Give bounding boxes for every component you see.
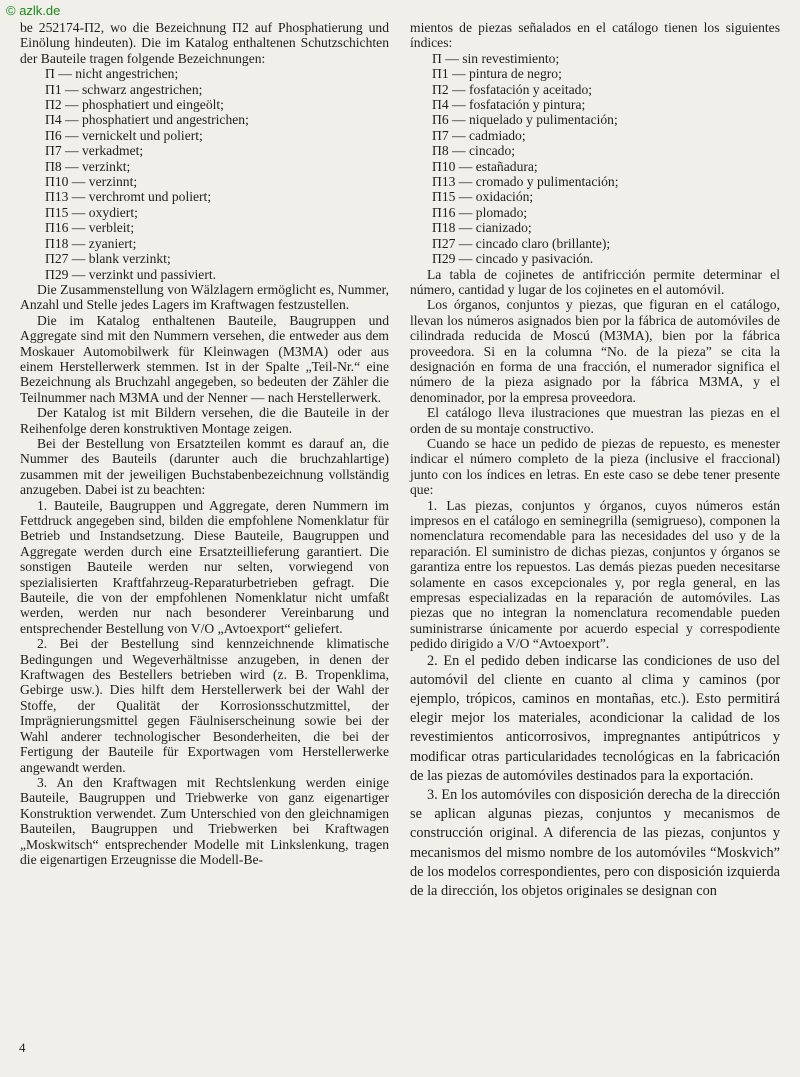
paragraph-bearings: La tabla de cojinetes de antifricción permite determinar el número, cantidad y lugar de los cojinetes en el automóvil. [410,266,780,297]
paragraph-item-1: 1. Las piezas, conjuntos y órganos, cuyos números están impresos en el catálogo en seminegrilla (semigrueso), componen la nomenclatura recomendable para las necesidades del uso y de la reparación. El suministro de dichas piezas, conjuntos y órganos se garantiza entre los repuestos. Las demás piezas pueden necesitarse solamente en casos excepcionales y, por regla general, en las empresas especializadas en la reparación de automóviles. Las piezas que no integran la nomenclatura recomendable pueden suministrarse únicamente por acuerdo especial y correspodiente pedido dirigido a V/O “Avtoexport”. [410,497,780,652]
legend-item: П10 — estañadura; [432,158,538,174]
legend-item: П — sin revestimiento; [432,50,560,66]
paragraph-order: Cuando se hace un pedido de piezas de repuesto, es menester indicar el número completo de la pieza (inclusive el fraccional) junto con los índices en letras. En este caso se debe tener presente que: [410,435,780,498]
watermark: © azlk.de [6,3,61,18]
spanish-column [410,20,780,901]
legend-item: П18 — zyaniert; [45,235,137,251]
legend-item: П7 — verkadmet; [45,143,144,159]
paragraph-item-2: 2. En el pedido deben indicarse las condiciones de uso del automóvil del cliente en cuanto al clima y caminos (por ejemplo, trópicos, caminos en montañas, etc.). Esto permitirá elegir mejor los materiales, acondicionar la calidad de los revestimientos anticorrosivos, impregnantes antipútricos y modificar otras particularidades tecnológicas en la fabricación de las piezas de automóviles destinados para la exportación. [410,652,780,784]
coating-legend [20,66,389,282]
legend-item: П2 — fosfatación y aceitado; [432,81,593,97]
legend-item: П4 — fosfatación y pintura; [432,97,586,113]
legend-item: П1 — pintura de negro; [432,66,562,82]
paragraph-numbers: Die im Katalog enthaltenen Bauteile, Baugruppen und Aggregate sind mit den Nummern versehen, die entweder aus dem Moskauer Automobilwerk für Kleinwagen (МЗМА) oder aus einem Herstellerwerk stemmen. Ist in der Spalte „Teil-Nr.“ eine Bezeichnung als Bruchzahl angegeben, so bedeuten der Zähler die Teilnummer nach МЗМА und der Nenner — nach Herstellerwerk. [20,312,389,405]
paragraph-item-2: 2. Bei der Bestellung sind kennzeichnende klimatische Bedingungen und Wegeverhältnisse anzugeben, in denen der Kraftwagen des Bestellers betrieben wird (z. B. Tropenklima, Gebirge usw.). Dies hilft dem Herstellerwerk bei der Wahl der Stoffe, der Qualität der Korrosionsschutzmittel, der Imprägnierungsmittel gegen Fäulniserscheinung sowie bei der Wahl anderer technologischer Besonderheiten, die bei der Fertigung der Bauteile für Exportwagen vom Herstellerwerke angewandt werden. [20,636,389,775]
legend-item: П13 — verchromt und poliert; [45,189,212,205]
legend-item: П — nicht angestrichen; [45,66,179,82]
legend-item: П27 — cincado claro (brillante); [432,235,611,251]
paragraph-item-3: 3. En los automóviles con disposición derecha de la dirección se aplican algunas piezas, conjuntos y mecanismos de construcción original. A diferencia de las piezas, conjuntos y mecanismos del mismo nombre de los automóviles “Moskvich” de los modelos correspondientes, pero con disposición izquierda de la dirección, los objetos originales se designan con [410,787,780,900]
legend-item: П15 — oxydiert; [45,204,138,220]
paragraph-numbers: Los órganos, conjuntos y piezas, que figuran en el catálogo, llevan los números asignados bien por la fábrica de automóviles de cilindrada reducida de Moscú (МЗМА), bien por la fábrica proveedora. Si en la columna “No. de la pieza” se cita la designación en forma de una fracción, el numerador significa el número de la pieza asignado por la fábrica МЗМА, y el denominador, por la empresa proveedora. [410,297,780,405]
legend-item: П15 — oxidación; [432,189,534,205]
legend-item: П16 — verbleit; [45,220,135,236]
legend-item: П4 — phosphatiert und angestrichen; [45,112,249,128]
legend-item: П7 — cadmiado; [432,127,526,143]
legend-item: П29 — cincado y pasivación. [432,251,594,267]
paragraph-bearings: Die Zusammenstellung von Wälzlagern ermöglicht es, Nummer, Anzahl und Stelle jedes Lagers im Kraftwagen festzustellen. [20,281,389,313]
legend-item: П2 — phosphatiert und eingeölt; [45,97,224,113]
legend-item: П1 — schwarz angestrichen; [45,81,203,97]
german-column [20,20,389,867]
coating-legend [410,51,780,267]
paragraph-intro: be 252174-П2, wo die Bezeichnung П2 auf Phosphatierung und Einölung hindeuten). Die im Katalog enthaltenen Schutzschichten der Bauteile tragen folgende Bezeichnungen: [20,20,389,66]
legend-item: П10 — verzinnt; [45,174,138,190]
legend-item: П16 — plomado; [432,204,528,220]
legend-item: П18 — cianizado; [432,220,532,236]
paragraph-item-3: 3. An den Kraftwagen mit Rechtslenkung werden einige Bauteile, Baugruppen und Triebwerke von ganz eigenartiger Konstruktion verwendet. Zum Unterschied von den gleichnamigen Bauteilen, Baugruppen und Triebwerken bei Kraftwagen „Moskwitsch“ entsprechender Modelle mit Linkslenkung, tragen die eigenartigen Erzeugnisse die Modell-Be- [20,774,389,867]
legend-item: П6 — niquelado y pulimentación; [432,112,618,128]
legend-item: П8 — cincado; [432,143,516,159]
legend-item: П13 — cromado y pulimentación; [432,174,619,190]
paragraph-pictures: El catálogo lleva ilustraciones que muestran las piezas en el orden de su montaje constructivo. [410,405,780,436]
paragraph-intro: mientos de piezas señalados en el catálogo tienen los siguientes índices: [410,20,780,51]
legend-item: П6 — vernickelt und poliert; [45,127,203,143]
paragraph-pictures: Der Katalog ist mit Bildern versehen, die die Bauteile in der Reihenfolge deren konstruktiven Montage zeigen. [20,405,389,436]
page-number: 4 [19,1040,26,1055]
paragraph-item-1: 1. Bauteile, Baugruppen und Aggregate, deren Nummern im Fettdruck angegeben sind, bilden die empfohlene Nomenklatur für Betrieb und Instandsetzung. Diese Bauteile, Baugruppen und Aggregate werden durch eine Ersatzteillieferung garantiert. Die sonstigen Bauteile werden nur selten, vorwiegend von spezialisierten Kraftfahrzeug-Reparaturbetrieben gefragt. Die Bauteile, die von der empfohlenen Nomenklatur nicht umfaßt werden, werden nur nach besonderer Vereinbarung und entsprechender Bestellung von V/O „Avtoexport“ geliefert. [20,497,389,636]
legend-item: П29 — verzinkt und passiviert. [45,266,217,282]
legend-item: П27 — blank verzinkt; [45,251,171,267]
legend-item: П8 — verzinkt; [45,158,131,174]
paragraph-order: Bei der Bestellung von Ersatzteilen kommt es darauf an, die Nummer des Bauteils (darunter auch die bruchzahlartige) zusammen mit der jeweiligen Buchstabenbezeichnung vollständig anzugeben. Dabei ist zu beachten: [20,435,389,498]
